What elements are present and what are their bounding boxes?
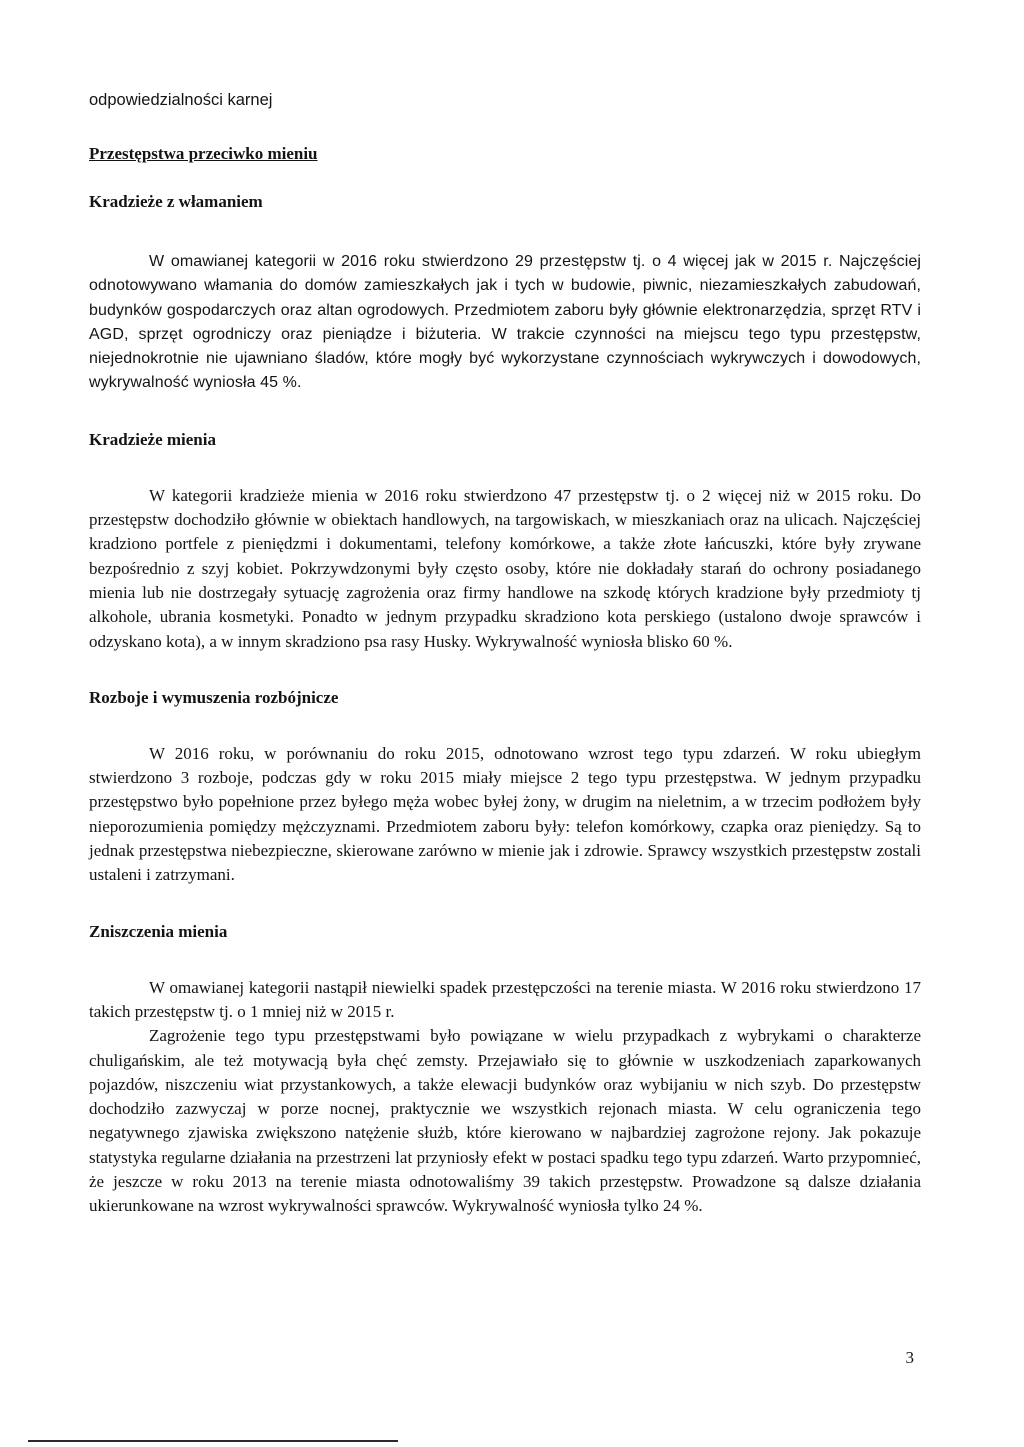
subsection-title-vandalism: Zniszczenia mienia xyxy=(89,921,228,941)
paragraph-theft: W kategorii kradzieże mienia w 2016 roku stwierdzono 47 przestępstw tj. o 2 więcej niż w 2015 roku. Do przestępstw dochodziło głównie w obiektach handlowych, na targowiskach, w mieszkaniach oraz na ulicach. Najczęściej kradziono portfele z pieniędzmi i dokumentami, telefony komórkowe, a także złote łańcuszki, które były zrywane bezpośrednio z szyj kobiet. Pokrzywdzonymi były często osoby, które nie dokładały starań do ochrony posiadanego mienia lub nie dostrzegały sytuację zagrożenia oraz firmy handlowe na szkodę których kradzione były przedmioty tj alkohole, ubrania kosmetyki. Ponadto w jednym przypadku skradziono kota perskiego (ustalono dwoje sprawców i odzyskano kota), a w innym skradziono psa rasy Husky. Wykrywalność wyniosła blisko 60 %. xyxy=(89,485,921,651)
section-title: Przestępstwa przeciwko mieniu xyxy=(89,144,318,163)
paragraph-robbery: W 2016 roku, w porównaniu do roku 2015, odnotowano wzrost tego typu zdarzeń. W roku ubiegłym stwierdzono 3 rozboje, podczas gdy w roku 2015 miały miejsce 2 tego typu przestępstwa. W jednym przypadku przestępstwo było popełnione przez byłego męża wobec byłej żony, w drugim na nieletnim, a w trzecim podłożem były nieporozumienia pomiędzy mężczyznami. Przedmiotem zaboru były: telefon komórkowy, czapka oraz pieniędzy. Są to jednak przestępstwa niebezpieczne, skierowane zarówno w mienie jak i zdrowie. Sprawcy wszystkich przestępstw zostali ustaleni i zatrzymani. xyxy=(89,743,921,885)
page-number: 3 xyxy=(905,1348,914,1367)
paragraph-vandalism-1: W omawianej kategorii nastąpił niewielki spadek przestępczości na terenie miasta. W 2016 roku stwierdzono 17 takich przestępstw tj. o 1 mniej niż w 2015 r. xyxy=(89,977,921,1021)
footer-rule xyxy=(28,1440,398,1442)
subsection-title-robbery: Rozboje i wymuszenia rozbójnicze xyxy=(89,687,339,707)
lead-text: odpowiedzialności karnej xyxy=(89,91,273,109)
paragraph-burglary: W omawianej kategorii w 2016 roku stwierdzono 29 przestępstw tj. o 4 więcej jak w 2015 r. Najczęściej odnotowywano włamania do domów zamieszkałych jak i tych w budowie, piwnic, niezamieszkałych zabudowań, budynków gospodarczych oraz altan ogrodowych. Przedmiotem zaboru były głównie elektronarzędzia, sprzęt RTV i AGD, sprzęt ogrodniczy oraz pieniądze i biżuteria. W trakcie czynności na miejscu tego typu przestępstw, niejednokrotnie nie ujawniano śladów, które mogły być wykorzystane czynnościach wykrywczych i dowodowych, wykrywalność wyniosła 45 %. xyxy=(89,253,921,392)
subsection-title-theft: Kradzieże mienia xyxy=(89,429,216,449)
paragraph-vandalism-2: Zagrożenie tego typu przestępstwami było powiązane w wielu przypadkach z wybrykami o charakterze chuligańskim, ale też motywacją była chęć zemsty. Przejawiało się to głównie w uszkodzeniach zaparkowanych pojazdów, niszczeniu wiat przystankowych, a także elewacji budynków oraz wybijaniu w nich szyb. Do przestępstw dochodziło zazwyczaj w porze nocnej, praktycznie we wszystkich rejonach miasta. W celu ograniczenia tego negatywnego zjawiska zwiększono natężenie służb, które kierowano w najbardziej zagrożone rejony. Jak pokazuje statystyka regularne działania na przestrzeni lat przyniosły efekt w postaci spadku tego typu zdarzeń. Warto przypomnieć, że jeszcze w roku 2013 na terenie miasta odnotowaliśmy 39 takich przestępstw. Prowadzone są dalsze działania ukierunkowane na wzrost wykrywalności sprawców. Wykrywalność wyniosła tylko 24 %. xyxy=(89,1026,921,1216)
document-page xyxy=(89,88,921,1219)
subsection-title-burglary: Kradzieże z włamaniem xyxy=(89,192,263,211)
